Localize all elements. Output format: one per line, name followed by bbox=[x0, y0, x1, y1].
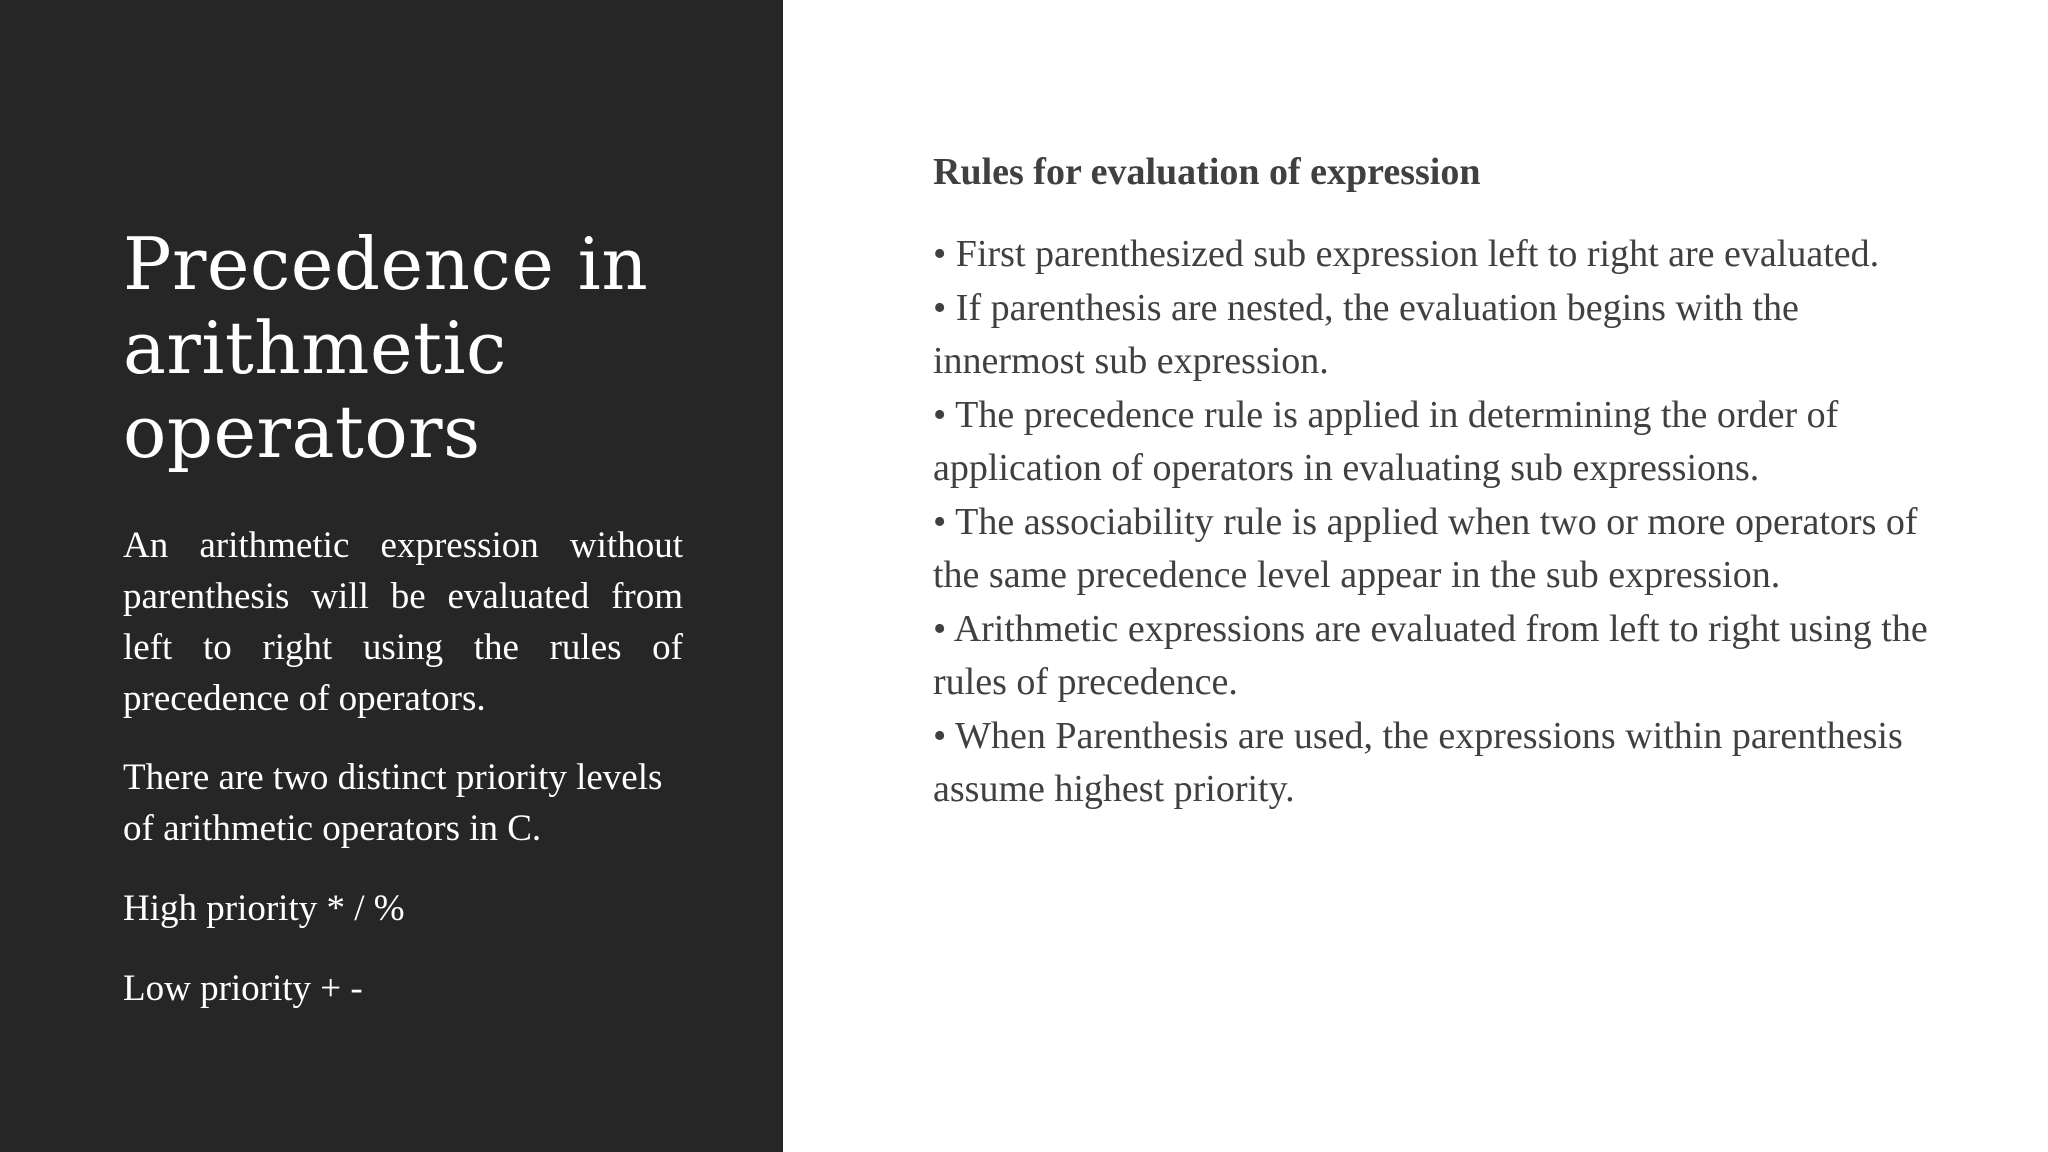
rule-item: • Arithmetic expressions are evaluated from left to right using the rules of precedence. bbox=[933, 607, 1928, 703]
rule-item: • First parenthesized sub expression left to right are evaluated. bbox=[933, 233, 1880, 275]
rules-heading: Rules for evaluation of expression bbox=[933, 151, 1481, 193]
rule-item: • The associability rule is applied when two or more operators of the same precedence level appear in the sub expression. bbox=[933, 500, 1918, 596]
rule-item: • If parenthesis are nested, the evaluation begins with the innermost sub expression. bbox=[933, 286, 1799, 382]
slide-title: Precedence in arithmetic operators bbox=[123, 222, 649, 474]
low-priority-text: Low priority + - bbox=[123, 968, 363, 1009]
rule-item: • When Parenthesis are used, the expressions within parenthesis assume highest priority. bbox=[933, 714, 1903, 810]
left-panel bbox=[0, 0, 783, 1152]
rule-item: • The precedence rule is applied in determining the order of application of operators in evaluating sub expressions. bbox=[933, 393, 1839, 489]
priority-levels-paragraph: There are two distinct priority levels of arithmetic operators in C. bbox=[123, 757, 663, 849]
intro-paragraph: An arithmetic expression without parenthesis will be evaluated from left to right using the rules of precedence of operators. bbox=[123, 525, 683, 719]
rules-list bbox=[933, 228, 1933, 817]
high-priority-text: High priority * / % bbox=[123, 888, 405, 929]
